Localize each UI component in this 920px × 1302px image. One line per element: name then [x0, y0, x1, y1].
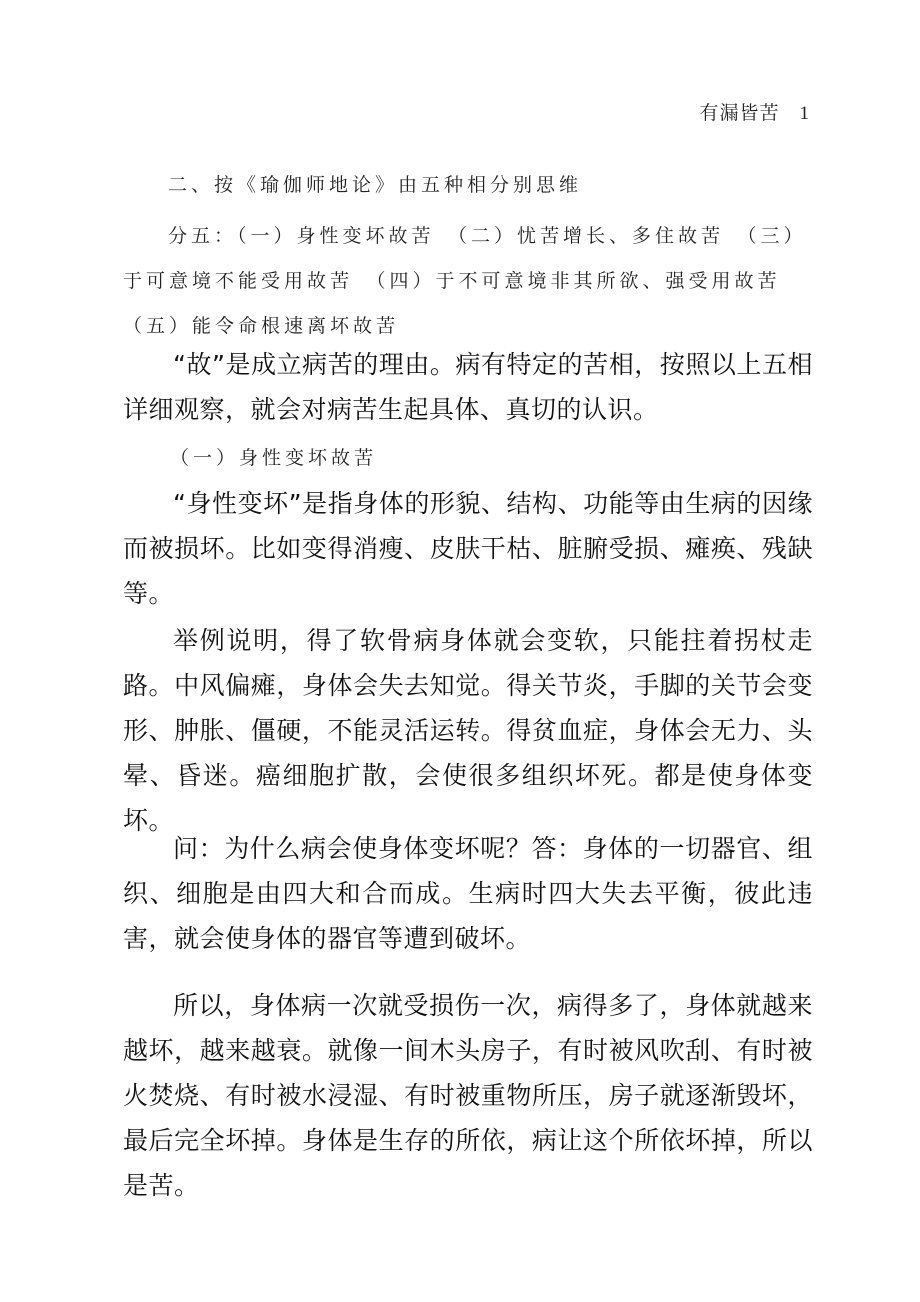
- section-outline: 分五：（一）身性变坏故苦 （二）忧苦增长、多住故苦 （三）于可意境不能受用故苦 （四）于不可意境非其所欲、强受用故苦 （五）能令命根速离坏故苦: [123, 225, 807, 337]
- page-header: [699, 98, 810, 125]
- paragraph-examples: 举例说明，得了软骨病身体就会变软，只能拄着拐杖走路。中风偏瘫，身体会失去知觉。得关节炎，手脚的关节会变形、肿胀、僵硬，不能灵活运转。得贫血症，身体会无力、头晕、昏迷。癌细胞扩散，会使很多组织坏死。都是使身体变坏。: [123, 626, 813, 835]
- subsection-title: （一）身性变坏故苦: [170, 447, 378, 469]
- paragraph-qa: 问：为什么病会使身体变坏呢？答：身体的一切器官、组织、细胞是由四大和合而成。生病时四大失去平衡，彼此违害，就会使身体的器官等遭到破坏。: [123, 834, 813, 953]
- page-number: 1: [799, 103, 810, 124]
- header-title: 有漏皆苦: [699, 102, 780, 124]
- section-title: 二、按《瑜伽师地论》由五种相分别思维: [168, 174, 583, 196]
- paragraph-definition: “身性变坏”是指身体的形貌、结构、功能等由生病的因缘而被损坏。比如变得消瘦、皮肤干枯、脏腑受损、瘫痪、残缺等。: [123, 489, 813, 608]
- paragraph-conclusion: 所以，身体病一次就受损伤一次，病得多了，身体就越来越坏，越来越衰。就像一间木头房子，有时被风吹刮、有时被火焚烧、有时被水浸湿、有时被重物所压，房子就逐渐毁坏，最后完全坏掉。身体是生存的所依，病让这个所依坏掉，所以是苦。: [123, 991, 813, 1200]
- paragraph-reason: “故”是成立病苦的理由。病有特定的苦相，按照以上五相详细观察，就会对病苦生起具体、真切的认识。: [123, 350, 813, 424]
